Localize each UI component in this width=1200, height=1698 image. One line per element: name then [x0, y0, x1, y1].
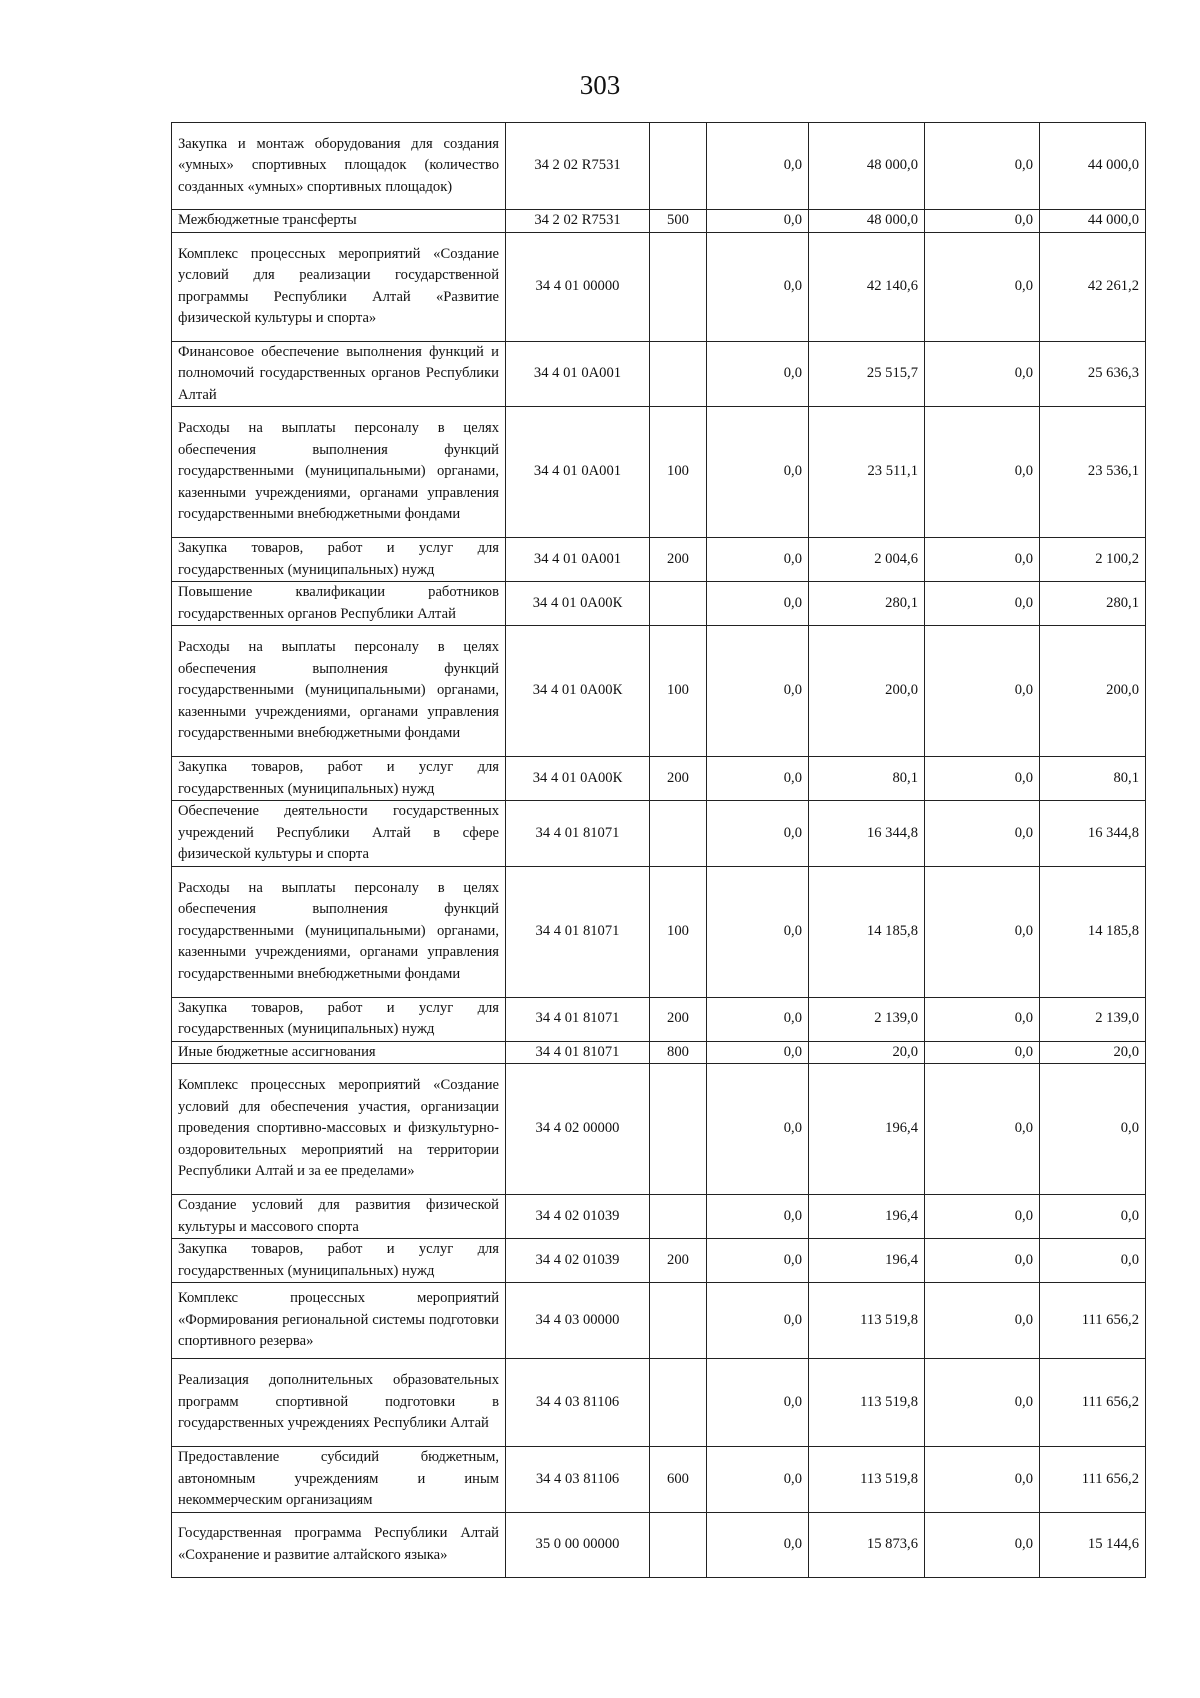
- row-value-2: 196,4: [809, 1239, 925, 1283]
- row-target-code: 34 4 01 81071: [506, 997, 650, 1041]
- row-value-1: 0,0: [707, 801, 809, 867]
- row-value-4: 0,0: [1040, 1195, 1146, 1239]
- row-value-1: 0,0: [707, 1064, 809, 1195]
- table-row: [172, 1359, 1146, 1447]
- row-target-code: 34 4 01 0А00К: [506, 582, 650, 626]
- table-row: [172, 626, 1146, 757]
- row-name: Закупка товаров, работ и услуг для государственных (муниципальных) нужд: [172, 757, 506, 801]
- row-value-3: 0,0: [925, 801, 1040, 867]
- table-row: [172, 232, 1146, 341]
- row-value-2: 15 873,6: [809, 1512, 925, 1577]
- row-expense-type: 600: [650, 1447, 707, 1513]
- table-row: [172, 801, 1146, 867]
- row-name: Расходы на выплаты персоналу в целях обеспечения выполнения функций государственными (муниципальными) органами, казенными учреждениями, органами управления государственными внебюджетными фондами: [172, 407, 506, 538]
- row-value-2: 2 004,6: [809, 538, 925, 582]
- row-value-2: 25 515,7: [809, 341, 925, 407]
- row-target-code: 34 4 02 01039: [506, 1239, 650, 1283]
- row-value-1: 0,0: [707, 1239, 809, 1283]
- row-value-1: 0,0: [707, 123, 809, 210]
- row-name: Закупка и монтаж оборудования для создания «умных» спортивных площадок (количество созданных «умных» спортивных площадок): [172, 123, 506, 210]
- row-name: Комплекс процессных мероприятий «Создание условий для обеспечения участия, организации проведения спортивно-массовых и физкультурно-оздоровительных мероприятий на территории Республики Алтай и за ее пределами»: [172, 1064, 506, 1195]
- row-target-code: 34 4 02 00000: [506, 1064, 650, 1195]
- row-value-3: 0,0: [925, 407, 1040, 538]
- row-name: Расходы на выплаты персоналу в целях обеспечения выполнения функций государственными (муниципальными) органами, казенными учреждениями, органами управления государственными внебюджетными фондами: [172, 866, 506, 997]
- row-value-1: 0,0: [707, 626, 809, 757]
- row-value-2: 280,1: [809, 582, 925, 626]
- row-value-1: 0,0: [707, 407, 809, 538]
- table-row: [172, 1283, 1146, 1359]
- row-value-3: 0,0: [925, 1447, 1040, 1513]
- row-target-code: 35 0 00 00000: [506, 1512, 650, 1577]
- row-value-2: 113 519,8: [809, 1283, 925, 1359]
- row-target-code: 34 4 01 81071: [506, 1041, 650, 1064]
- row-expense-type: 200: [650, 1239, 707, 1283]
- row-value-3: 0,0: [925, 626, 1040, 757]
- row-value-2: 196,4: [809, 1195, 925, 1239]
- row-name: Закупка товаров, работ и услуг для государственных (муниципальных) нужд: [172, 997, 506, 1041]
- row-expense-type: [650, 1359, 707, 1447]
- row-value-3: 0,0: [925, 1041, 1040, 1064]
- table-body: [172, 123, 1146, 1578]
- table-row: [172, 1041, 1146, 1064]
- row-value-4: 14 185,8: [1040, 866, 1146, 997]
- row-name: Иные бюджетные ассигнования: [172, 1041, 506, 1064]
- row-name: Расходы на выплаты персоналу в целях обеспечения выполнения функций государственными (муниципальными) органами, казенными учреждениями, органами управления государственными внебюджетными фондами: [172, 626, 506, 757]
- row-value-1: 0,0: [707, 1283, 809, 1359]
- row-value-3: 0,0: [925, 582, 1040, 626]
- row-value-1: 0,0: [707, 1041, 809, 1064]
- row-value-4: 42 261,2: [1040, 232, 1146, 341]
- row-value-1: 0,0: [707, 1359, 809, 1447]
- row-value-3: 0,0: [925, 1195, 1040, 1239]
- row-value-4: 111 656,2: [1040, 1283, 1146, 1359]
- row-target-code: 34 4 03 00000: [506, 1283, 650, 1359]
- row-value-1: 0,0: [707, 538, 809, 582]
- row-target-code: 34 2 02 R7531: [506, 123, 650, 210]
- row-target-code: 34 4 03 81106: [506, 1447, 650, 1513]
- row-expense-type: 200: [650, 538, 707, 582]
- row-value-1: 0,0: [707, 582, 809, 626]
- row-name: Реализация дополнительных образовательных программ спортивной подготовки в государственных учреждениях Республики Алтай: [172, 1359, 506, 1447]
- row-value-2: 20,0: [809, 1041, 925, 1064]
- row-value-4: 44 000,0: [1040, 210, 1146, 233]
- row-value-4: 0,0: [1040, 1239, 1146, 1283]
- row-target-code: 34 4 01 0А00К: [506, 626, 650, 757]
- table-row: [172, 341, 1146, 407]
- row-target-code: 34 4 02 01039: [506, 1195, 650, 1239]
- row-expense-type: 200: [650, 757, 707, 801]
- table-row: [172, 538, 1146, 582]
- row-value-2: 200,0: [809, 626, 925, 757]
- row-value-3: 0,0: [925, 1283, 1040, 1359]
- row-name: Государственная программа Республики Алтай «Сохранение и развитие алтайского языка»: [172, 1512, 506, 1577]
- row-value-4: 200,0: [1040, 626, 1146, 757]
- row-value-4: 80,1: [1040, 757, 1146, 801]
- table-row: [172, 582, 1146, 626]
- row-value-4: 25 636,3: [1040, 341, 1146, 407]
- row-value-1: 0,0: [707, 997, 809, 1041]
- budget-table: [171, 122, 1146, 1578]
- row-target-code: 34 4 03 81106: [506, 1359, 650, 1447]
- row-value-1: 0,0: [707, 1195, 809, 1239]
- row-name: Финансовое обеспечение выполнения функций и полномочий государственных органов Республики Алтай: [172, 341, 506, 407]
- row-target-code: 34 4 01 0А00К: [506, 757, 650, 801]
- row-value-3: 0,0: [925, 1359, 1040, 1447]
- row-value-4: 111 656,2: [1040, 1359, 1146, 1447]
- row-value-4: 15 144,6: [1040, 1512, 1146, 1577]
- row-value-2: 14 185,8: [809, 866, 925, 997]
- row-value-3: 0,0: [925, 1512, 1040, 1577]
- table-row: [172, 210, 1146, 233]
- row-expense-type: [650, 801, 707, 867]
- row-value-4: 2 139,0: [1040, 997, 1146, 1041]
- row-value-2: 2 139,0: [809, 997, 925, 1041]
- row-expense-type: 500: [650, 210, 707, 233]
- row-name: Повышение квалификации работников государственных органов Республики Алтай: [172, 582, 506, 626]
- row-value-3: 0,0: [925, 123, 1040, 210]
- row-value-3: 0,0: [925, 210, 1040, 233]
- row-value-3: 0,0: [925, 232, 1040, 341]
- row-value-4: 44 000,0: [1040, 123, 1146, 210]
- row-value-1: 0,0: [707, 210, 809, 233]
- row-expense-type: [650, 1283, 707, 1359]
- row-value-4: 0,0: [1040, 1064, 1146, 1195]
- table-row: [172, 1512, 1146, 1577]
- row-value-2: 16 344,8: [809, 801, 925, 867]
- row-value-2: 113 519,8: [809, 1359, 925, 1447]
- row-value-2: 196,4: [809, 1064, 925, 1195]
- row-value-3: 0,0: [925, 757, 1040, 801]
- row-target-code: 34 2 02 R7531: [506, 210, 650, 233]
- table-row: [172, 866, 1146, 997]
- row-expense-type: [650, 123, 707, 210]
- row-expense-type: [650, 1064, 707, 1195]
- row-name: Предоставление субсидий бюджетным, автономным учреждениям и иным некоммерческим организациям: [172, 1447, 506, 1513]
- table-row: [172, 997, 1146, 1041]
- row-value-1: 0,0: [707, 341, 809, 407]
- row-value-2: 48 000,0: [809, 123, 925, 210]
- row-name: Закупка товаров, работ и услуг для государственных (муниципальных) нужд: [172, 1239, 506, 1283]
- row-name: Обеспечение деятельности государственных учреждений Республики Алтай в сфере физической культуры и спорта: [172, 801, 506, 867]
- row-name: Закупка товаров, работ и услуг для государственных (муниципальных) нужд: [172, 538, 506, 582]
- row-value-4: 280,1: [1040, 582, 1146, 626]
- row-expense-type: [650, 341, 707, 407]
- row-value-4: 20,0: [1040, 1041, 1146, 1064]
- page-number: 303: [579, 70, 621, 100]
- row-expense-type: 100: [650, 407, 707, 538]
- row-value-4: 111 656,2: [1040, 1447, 1146, 1513]
- row-value-1: 0,0: [707, 757, 809, 801]
- row-expense-type: 100: [650, 866, 707, 997]
- row-value-1: 0,0: [707, 866, 809, 997]
- row-value-2: 48 000,0: [809, 210, 925, 233]
- row-target-code: 34 4 01 81071: [506, 866, 650, 997]
- row-target-code: 34 4 01 00000: [506, 232, 650, 341]
- row-expense-type: [650, 1195, 707, 1239]
- row-value-1: 0,0: [707, 1512, 809, 1577]
- row-value-1: 0,0: [707, 232, 809, 341]
- row-value-3: 0,0: [925, 866, 1040, 997]
- row-expense-type: 800: [650, 1041, 707, 1064]
- row-name: Создание условий для развития физической культуры и массового спорта: [172, 1195, 506, 1239]
- row-value-3: 0,0: [925, 341, 1040, 407]
- row-value-2: 23 511,1: [809, 407, 925, 538]
- row-target-code: 34 4 01 0А001: [506, 341, 650, 407]
- row-value-1: 0,0: [707, 1447, 809, 1513]
- table-row: [172, 1195, 1146, 1239]
- row-expense-type: [650, 1512, 707, 1577]
- row-target-code: 34 4 01 0А001: [506, 538, 650, 582]
- row-value-3: 0,0: [925, 997, 1040, 1041]
- row-value-3: 0,0: [925, 538, 1040, 582]
- row-value-3: 0,0: [925, 1239, 1040, 1283]
- row-value-3: 0,0: [925, 1064, 1040, 1195]
- row-value-2: 113 519,8: [809, 1447, 925, 1513]
- row-name: Комплекс процессных мероприятий «Формирования региональной системы подготовки спортивного резерва»: [172, 1283, 506, 1359]
- row-expense-type: [650, 232, 707, 341]
- row-value-4: 16 344,8: [1040, 801, 1146, 867]
- table-row: [172, 1239, 1146, 1283]
- row-name: Комплекс процессных мероприятий «Создание условий для реализации государственной программы Республики Алтай «Развитие физической культуры и спорта»: [172, 232, 506, 341]
- row-expense-type: 100: [650, 626, 707, 757]
- table-row: [172, 757, 1146, 801]
- row-value-4: 2 100,2: [1040, 538, 1146, 582]
- table-row: [172, 1447, 1146, 1513]
- table-row: [172, 407, 1146, 538]
- row-expense-type: [650, 582, 707, 626]
- row-value-2: 80,1: [809, 757, 925, 801]
- row-value-4: 23 536,1: [1040, 407, 1146, 538]
- row-target-code: 34 4 01 81071: [506, 801, 650, 867]
- table-row: [172, 123, 1146, 210]
- row-name: Межбюджетные трансферты: [172, 210, 506, 233]
- row-expense-type: 200: [650, 997, 707, 1041]
- row-target-code: 34 4 01 0А001: [506, 407, 650, 538]
- row-value-2: 42 140,6: [809, 232, 925, 341]
- table-row: [172, 1064, 1146, 1195]
